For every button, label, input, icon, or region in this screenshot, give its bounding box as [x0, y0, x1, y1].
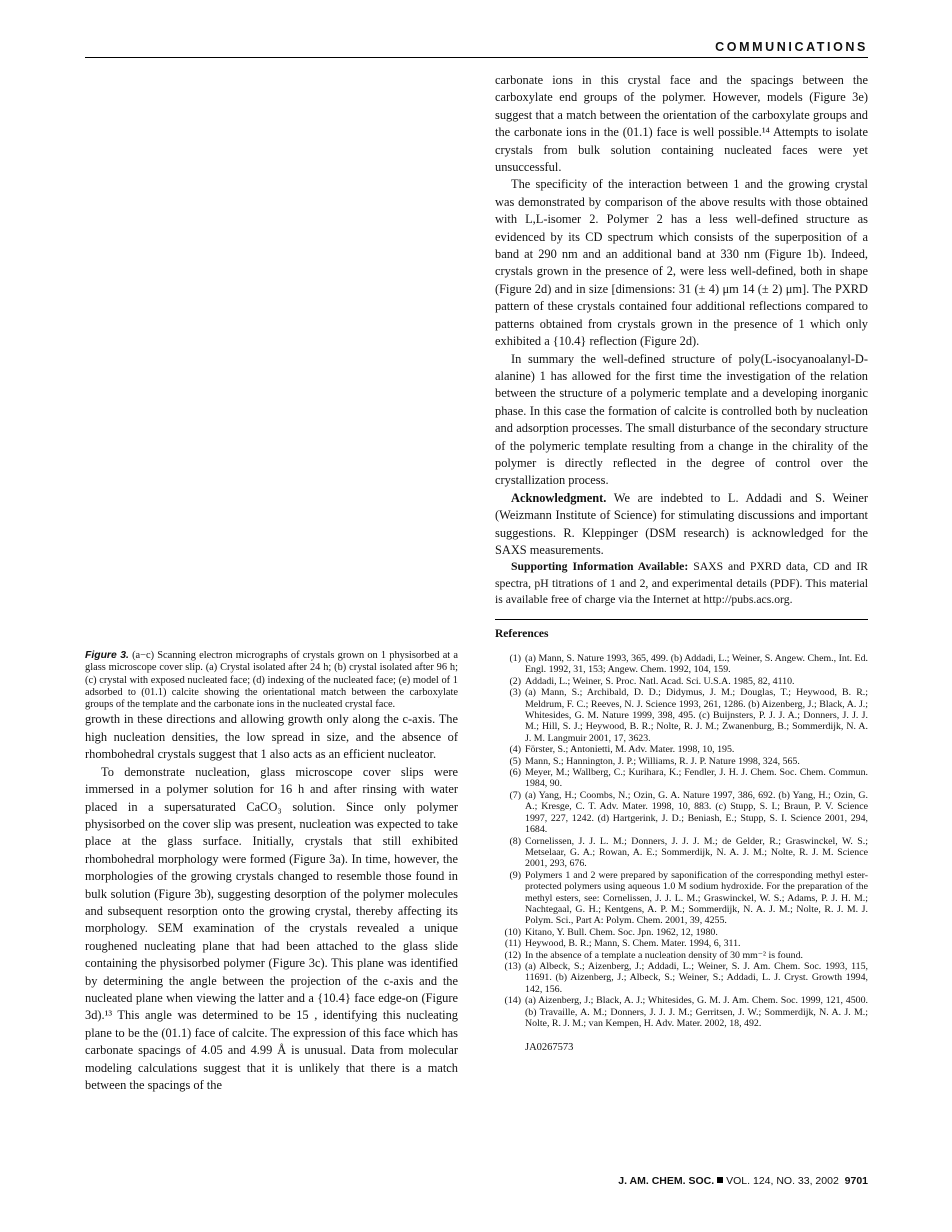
reference-text: Mann, S.; Hannington, J. P.; Williams, R. J. P. Nature 1998, 324, 565.	[525, 755, 800, 767]
running-header	[85, 40, 868, 58]
left-column	[85, 650, 458, 1094]
reference-text: (a) Aizenberg, J.; Black, A. J.; Whitesides, G. M. J. Am. Chem. Soc. 1999, 121, 4500. (b) Travaille, A. M.; Donners, J. J. J. M.; Gerritsen, J. W.; Sommerdijk, N. A. J. M.; Nolte, R. J. M.; van Kempen, H. Adv. Mater. 2002, 18, 492.	[525, 995, 868, 1029]
reference-item	[495, 653, 868, 676]
header-rule	[85, 57, 868, 58]
reference-number: (6)	[509, 767, 521, 779]
reference-text: (a) Albeck, S.; Aizenberg, J.; Addadi, L.; Weiner, S. J. Am. Chem. Soc. 1993, 115, 11691. (b) Aizenberg, J.; Albeck, S.; Weiner, S.; Addadi, L. J. Cryst. Growth 1994, 142, 156.	[525, 960, 868, 995]
supporting-information-label: Supporting Information Available:	[511, 560, 689, 574]
reference-item	[495, 995, 868, 1029]
reference-item	[495, 870, 868, 927]
reference-number: (5)	[509, 755, 521, 767]
right-column	[495, 72, 868, 1057]
separator-square-icon	[717, 1177, 723, 1183]
reference-item	[495, 687, 868, 744]
reference-number: (10)	[504, 926, 521, 938]
page-number: 9701	[844, 1175, 868, 1187]
reference-number: (13)	[504, 960, 521, 972]
figure-3-caption	[85, 650, 458, 711]
reference-item	[495, 744, 868, 755]
supporting-information	[495, 559, 868, 608]
acknowledgment	[495, 490, 868, 560]
body-paragraph: In summary the well-defined structure of poly(L-isocyanoalanyl-D-alanine) 1 has allowed for the first time the investigation of the relation between the structure of a polymeric template and a developing inorganic phase. In this case the formation of calcite is controlled both by nucleation and adsorption processes. The small disturbance of the secondary structure of the polymeric template resulting from a change in the chirality of the polymer is directly reflected in the degree of control over the crystallization process.	[495, 351, 868, 488]
references-rule	[495, 619, 868, 620]
body-paragraph: carbonate ions in this crystal face and the spacings between the carboxylate end groups of the polymer. However, models (Figure 3e) suggest that a match between the orientation of the carboxylate groups and the carbonate ions in the (01.1) face is well possible.¹⁴ Attempts to isolate crystals from bulk solution containing nucleated faces were yet unsuccessful.	[495, 73, 868, 175]
reference-text: (a) Mann, S. Nature 1993, 365, 499. (b) Addadi, L.; Weiner, S. Angew. Chem., Int. Ed. Engl. 1992, 31, 153; Angew. Chem. 1992, 104, 159.	[525, 653, 868, 676]
reference-item	[495, 938, 868, 949]
volume-issue: VOL. 124, NO. 33, 2002	[726, 1175, 839, 1187]
reference-text: (a) Yang, H.; Coombs, N.; Ozin, G. A. Nature 1997, 386, 692. (b) Yang, H.; Ozin, G. A.; Kresge, C. T. Adv. Mater. 1998, 10, 883. (c) Stupp, S. I.; Braun, P. V. Science 1997, 227, 1242. (d) Hartgerink, J. D.; Beniash, E.; Stupp, S. I. Science 2001, 294, 1684.	[525, 789, 868, 836]
reference-text: In the absence of a template a nucleation density of 30 mm⁻² is found.	[525, 949, 804, 961]
reference-number: (7)	[509, 789, 521, 801]
journal-name: J. AM. CHEM. SOC.	[618, 1175, 715, 1187]
running-footer	[618, 1175, 868, 1187]
reference-number: (9)	[509, 869, 521, 881]
reference-item	[495, 767, 868, 790]
reference-text: Heywood, B. R.; Mann, S. Chem. Mater. 1994, 6, 311.	[525, 938, 741, 950]
reference-text: (a) Mann, S.; Archibald, D. D.; Didymus, J. M.; Douglas, T.; Heywood, B. R.; Meldrum, F. C.; Reeves, N. J. Science 1993, 261, 1286. (b) Aizenberg, J.; Black, A. J.; Whitesides, G. M. Nature 1999, 398, 495. (c) Buijnsters, P. J. J. A.; Donners, J. J. J. M.; Hill, S. J.; Heywood, B. R.; Nolte, R. J. M.; Zwanenburg, B.; Sommerdijk, N. A. J. M. Langmuir 2001, 17, 3623.	[525, 687, 868, 744]
reference-number: (11)	[504, 938, 521, 950]
reference-item	[495, 961, 868, 995]
reference-text: Förster, S.; Antonietti, M. Adv. Mater. 1998, 10, 195.	[525, 744, 735, 756]
reference-item	[495, 927, 868, 938]
reference-number: (3)	[509, 687, 521, 699]
reference-item	[495, 950, 868, 961]
reference-item	[495, 676, 868, 687]
reference-text: Meyer, M.; Wallberg, C.; Kurihara, K.; Fendler, J. H. J. Chem. Soc. Chem. Commun. 1984, 90.	[525, 767, 868, 790]
acknowledgment-text: We are indebted to L. Addadi and S. Weiner (Weizmann Institute of Science) for stimulating discussions and important suggestions. R. Kleppinger (DSM research) is acknowledged for the SAXS measurements.	[495, 490, 868, 557]
reference-text: Cornelissen, J. J. L. M.; Donners, J. J. J. M.; de Gelder, R.; Graswinckel, W. S.; Metselaar, G. A.; Rowan, A. E.; Sommerdijk, N. A. J. M.; Nolte, R. J. M. Science 2001, 293, 676.	[525, 835, 868, 870]
reference-number: (4)	[509, 744, 521, 756]
references-list	[495, 653, 868, 1029]
reference-text: Addadi, L.; Weiner, S. Proc. Natl. Acad. Sci. U.S.A. 1985, 82, 4110.	[525, 675, 795, 687]
body-paragraph: growth in these directions and allowing growth only along the c-axis. The high nucleation densities, the low spread in size, and the absence of rhombohedral crystals suggest that 1 also acts as an efficient nucleator.	[85, 712, 458, 762]
manuscript-code: JA0267573	[525, 1042, 574, 1054]
reference-number: (1)	[509, 653, 521, 664]
body-paragraph: The specificity of the interaction between 1 and the growing crystal was demonstrated by comparison of the above results with those obtained with L,L-isomer 2. Polymer 2 has a less well-defined structure as evidenced by its CD spectrum which consists of the superposition of a band at 290 nm and an additional band at 330 nm (Figure 1b). Indeed, crystals grown in the presence of 2, were less well-defined, both in shape (Figure 2d) and in size [dimensions: 31 (± 4) μm 14 (± 2) μm]. The PXRD pattern of these crystals contained four additional reflections compared to patterns obtained from crystals grown in the presence of 1 which only exhibited a {10.4} reflection (Figure 2d).	[495, 177, 868, 349]
reference-item	[495, 836, 868, 870]
reference-item	[495, 756, 868, 767]
supporting-information-text: SAXS and PXRD data, CD and IR spectra, pH titrations of 1 and 2, and experimental details (PDF). This material is available free of charge via the Internet at http://pubs.acs.org.	[495, 560, 869, 607]
acknowledgment-label: Acknowledgment.	[511, 490, 607, 505]
figure-label: Figure 3.	[85, 650, 129, 661]
reference-number: (12)	[504, 949, 521, 961]
reference-text: Kitano, Y. Bull. Chem. Soc. Jpn. 1962, 12, 1980.	[525, 926, 718, 938]
reference-item	[495, 790, 868, 836]
references-heading: References	[495, 627, 549, 640]
figure-caption-text: (a−c) Scanning electron micrographs of crystals grown on 1 physisorbed at a glass microscope cover slip. (a) Crystal isolated after 24 h; (b) crystal isolated after 96 h; (c) crystal with exposed nucleated face; (d) indexing of the nucleated face; (e) model of 1 adsorbed to (01.1) calcite showing the orientational match between the carboxylate groups of the template and the carbonate ions in the nucleated crystal face.	[85, 650, 458, 711]
reference-text: Polymers 1 and 2 were prepared by saponification of the corresponding methyl ester-protected polymers using aqueous 1.0 M sodium hydroxide. For the preparation of the methyl esters, see: Cornelissen, J. J. L. M.; Graswinckel, W. S.; Adams, P. J. H. M.; Nachtegaal, G. H.; Kentgens, A. P. M.; Sommerdijk, N. A. J. M.; Nolte, R. J. M. J. Polym. Sci., Part A: Polym. Chem. 2001, 39, 4255.	[525, 869, 868, 927]
reference-number: (2)	[509, 675, 521, 687]
reference-number: (8)	[509, 835, 521, 847]
section-title: COMMUNICATIONS	[715, 40, 868, 54]
reference-number: (14)	[504, 995, 521, 1007]
body-paragraph: To demonstrate nucleation, glass microscope cover slips were immersed in a polymer solution for 16 h and after rinsing with water placed in a supersaturated CaCO₃ solution. Since only polymer physisorbed on the cover slip was present, nucleation was expected to take place at the glass surface. Initially, crystals that still exhibited rhombohedral morphology were formed (Figure 3a). In time, however, the morphologies of the growing crystals changed to resemble those found in bulk solution (Figure 3b), suggesting desorption of the polymer molecules and subsequent resorption onto the growing crystal, thereby affecting its morphology. SEM examination of the crystals revealed a unique roughened nucleating plane that had been attached to the glass slide containing the physisorbed polymer (Figure 3c). This plane was identified by determining the angle between the projection of the c-axis and the nucleated plane when viewing the latter and a {10.4} face edge-on (Figure 3d).¹³ This angle was determined to be 15 , identifying this nucleating plane to be the (01.1) face of calcite. The expression of this face which has carbonate spacings of 4.05 and 4.99 Å is unusual. Data from molecular modeling calculations suggest that it is unlikely that there is a match between the spacings of the	[85, 764, 458, 1093]
